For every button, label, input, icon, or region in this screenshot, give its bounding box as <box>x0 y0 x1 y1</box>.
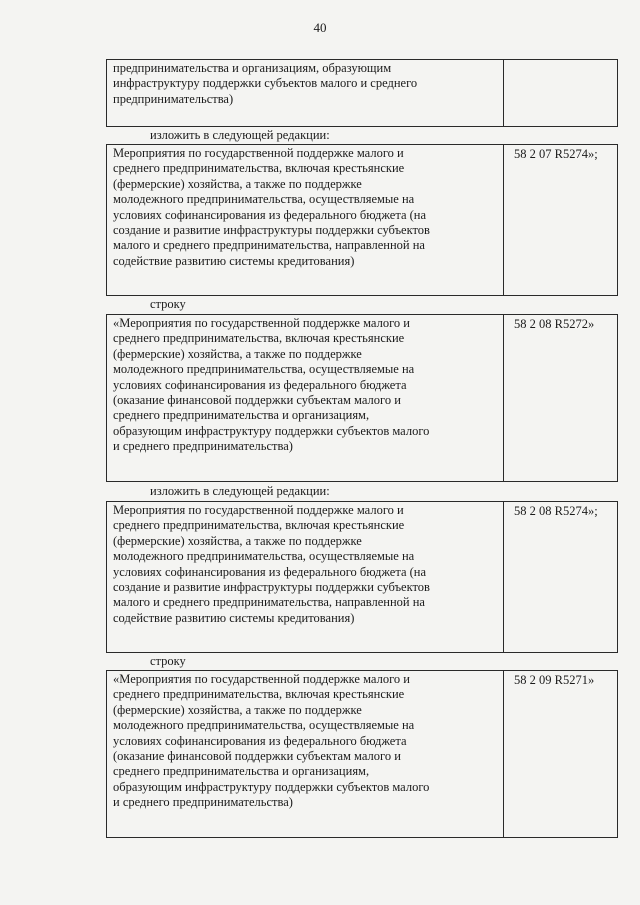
instruction-text: изложить в следующей редакции: <box>150 128 330 142</box>
table-row <box>106 144 618 296</box>
table-row <box>106 314 618 482</box>
row-code: 58 2 07 R5274»; <box>514 147 598 161</box>
instruction-text: изложить в следующей редакции: <box>150 484 330 498</box>
instruction-text: строку <box>150 297 186 311</box>
row-code: 58 2 08 R5272» <box>514 317 595 331</box>
row-code: 58 2 08 R5274»; <box>514 504 598 518</box>
row-description: предпринимательства и организациям, образующим инфраструктуру поддержки субъектов малого и среднего предпринимательства) <box>107 60 504 126</box>
row-description: «Мероприятия по государственной поддержке малого и среднего предпринимательства, включая крестьянские (фермерские) хозяйства, а также по поддержке молодежного предпринимательства, осуществляемые на условиях софинансирования из федерального бюджета (оказание финансовой поддержки субъектам малого и среднего предпринимательства и организациям, образующим инфраструктуру поддержки субъектов малого и среднего предпринимательства) <box>107 671 504 837</box>
row-description: Мероприятия по государственной поддержке малого и среднего предпринимательства, включая крестьянские (фермерские) хозяйства, а также по поддержке молодежного предпринимательства, осуществляемые на условиях софинансирования из федерального бюджета (на создание и развитие инфраструктуры поддержки субъектов малого и среднего предпринимательства, направленной на содействие развитию системы кредитования) <box>107 145 504 295</box>
table-row <box>106 670 618 838</box>
table-row <box>106 501 618 653</box>
row-description: Мероприятия по государственной поддержке малого и среднего предпринимательства, включая крестьянские (фермерские) хозяйства, а также по поддержке молодежного предпринимательства, осуществляемые на условиях софинансирования из федерального бюджета (на создание и развитие инфраструктуры поддержки субъектов малого и среднего предпринимательства, направленной на содействие развитию системы кредитования) <box>107 502 504 652</box>
table-row <box>106 59 618 127</box>
row-code: 58 2 09 R5271» <box>514 673 595 687</box>
row-code <box>504 60 617 126</box>
page-number: 40 <box>313 20 327 35</box>
row-description: «Мероприятия по государственной поддержке малого и среднего предпринимательства, включая крестьянские (фермерские) хозяйства, а также по поддержке молодежного предпринимательства, осуществляемые на условиях софинансирования из федерального бюджета (оказание финансовой поддержки субъектам малого и среднего предпринимательства и организациям, образующим инфраструктуру поддержки субъектов малого и среднего предпринимательства) <box>107 315 504 481</box>
instruction-text: строку <box>150 654 186 668</box>
